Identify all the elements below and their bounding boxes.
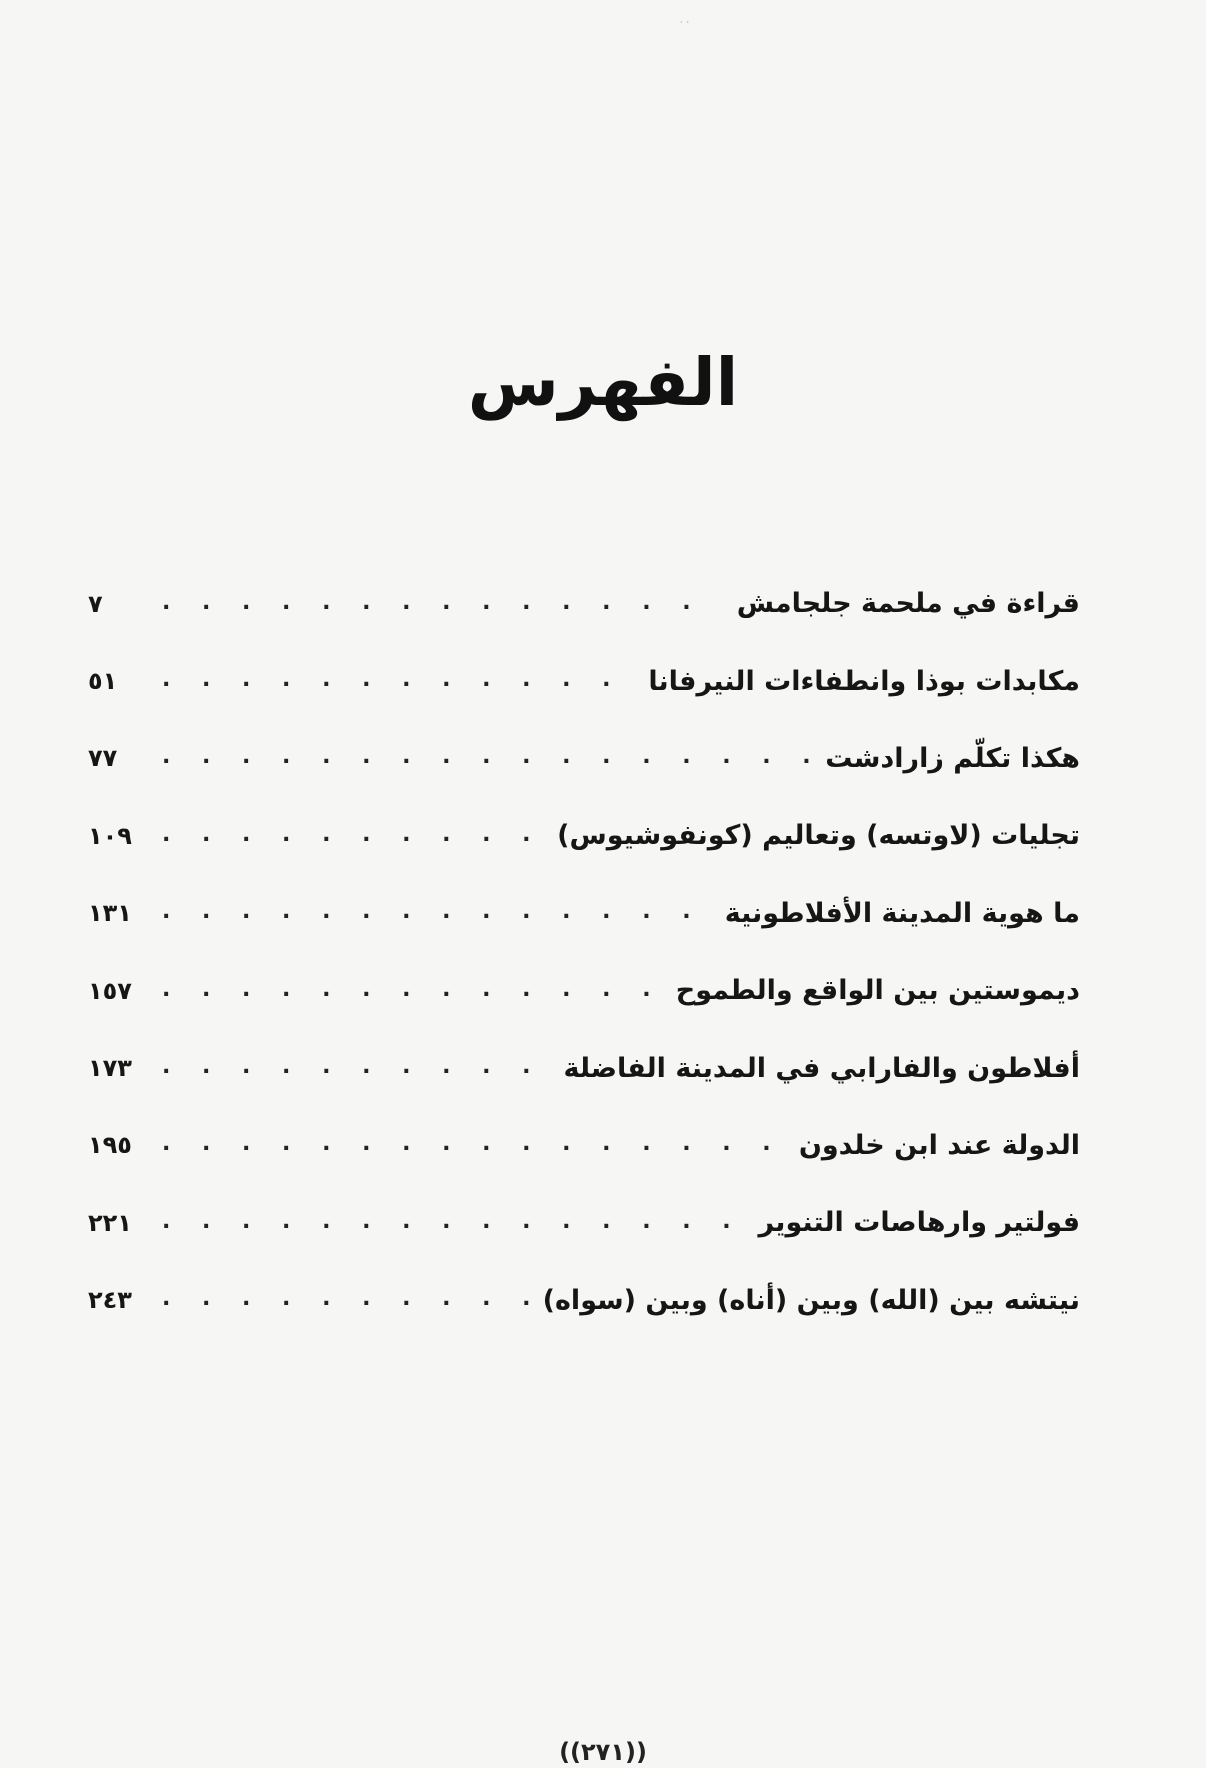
toc-entry-page: ١٩٥ — [88, 1131, 132, 1160]
dot-leader — [162, 592, 723, 616]
toc-entry — [88, 1262, 1080, 1339]
dot-leader — [162, 824, 543, 848]
toc-entry — [88, 875, 1080, 952]
toc-entry-title: تجليات (لاوتسه) وتعاليم (كونفوشيوس) — [557, 820, 1080, 852]
toc-entry-title: ديموستين بين الواقع والطموح — [675, 975, 1080, 1007]
toc-entry-page: ٧ — [88, 589, 103, 618]
toc-entry-title: أفلاطون والفارابي في المدينة الفاضلة — [563, 1052, 1080, 1084]
toc-entry-title: قراءة في ملحمة جلجامش — [736, 588, 1080, 620]
dot-leader — [162, 1056, 549, 1080]
dot-leader — [162, 1133, 785, 1157]
toc-entry — [88, 1029, 1080, 1106]
dot-leader — [162, 1288, 529, 1312]
scan-marks: ·· — [680, 18, 694, 27]
page-title: الفهرس — [467, 344, 739, 421]
toc-entry — [88, 720, 1080, 797]
toc-entry-title: نيتشه بين (الله) وبين (أناه) وبين (سواه) — [542, 1284, 1080, 1316]
toc-entry-page: ١٧٣ — [88, 1054, 132, 1083]
toc-entry — [88, 952, 1080, 1029]
toc-entry — [88, 642, 1080, 719]
toc-entry-page: ١٣١ — [88, 899, 132, 928]
toc-entry-page: ٢٤٣ — [88, 1286, 132, 1315]
toc-entry-page: ٥١ — [88, 667, 118, 696]
toc-entry-title: الدولة عند ابن خلدون — [798, 1129, 1080, 1161]
dot-leader — [162, 669, 634, 693]
dot-leader — [162, 746, 811, 770]
toc-entry-title: مكابدات بوذا وانطفاءات النيرفانا — [648, 665, 1080, 697]
toc-entry-title: هكذا تكلّم زارادشت — [825, 742, 1080, 774]
toc-entry — [88, 565, 1080, 642]
toc-entry-page: ١٠٩ — [88, 821, 132, 850]
dot-leader — [162, 979, 662, 1003]
toc-entry-page: ٢٢١ — [88, 1208, 132, 1237]
toc-entry-title: فولتير وارهاصات التنوير — [758, 1207, 1080, 1239]
toc-entry — [88, 1107, 1080, 1184]
toc-entry — [88, 1184, 1080, 1261]
page-number: ((٢٧١)) — [559, 1738, 647, 1766]
dot-leader — [162, 1211, 745, 1235]
toc-entry — [88, 797, 1080, 874]
toc-entry-title: ما هوية المدينة الأفلاطونية — [724, 897, 1080, 929]
toc-entry-page: ٧٧ — [88, 744, 118, 773]
dot-leader — [162, 901, 711, 925]
toc-entry-page: ١٥٧ — [88, 976, 132, 1005]
table-of-contents — [88, 565, 1080, 1339]
